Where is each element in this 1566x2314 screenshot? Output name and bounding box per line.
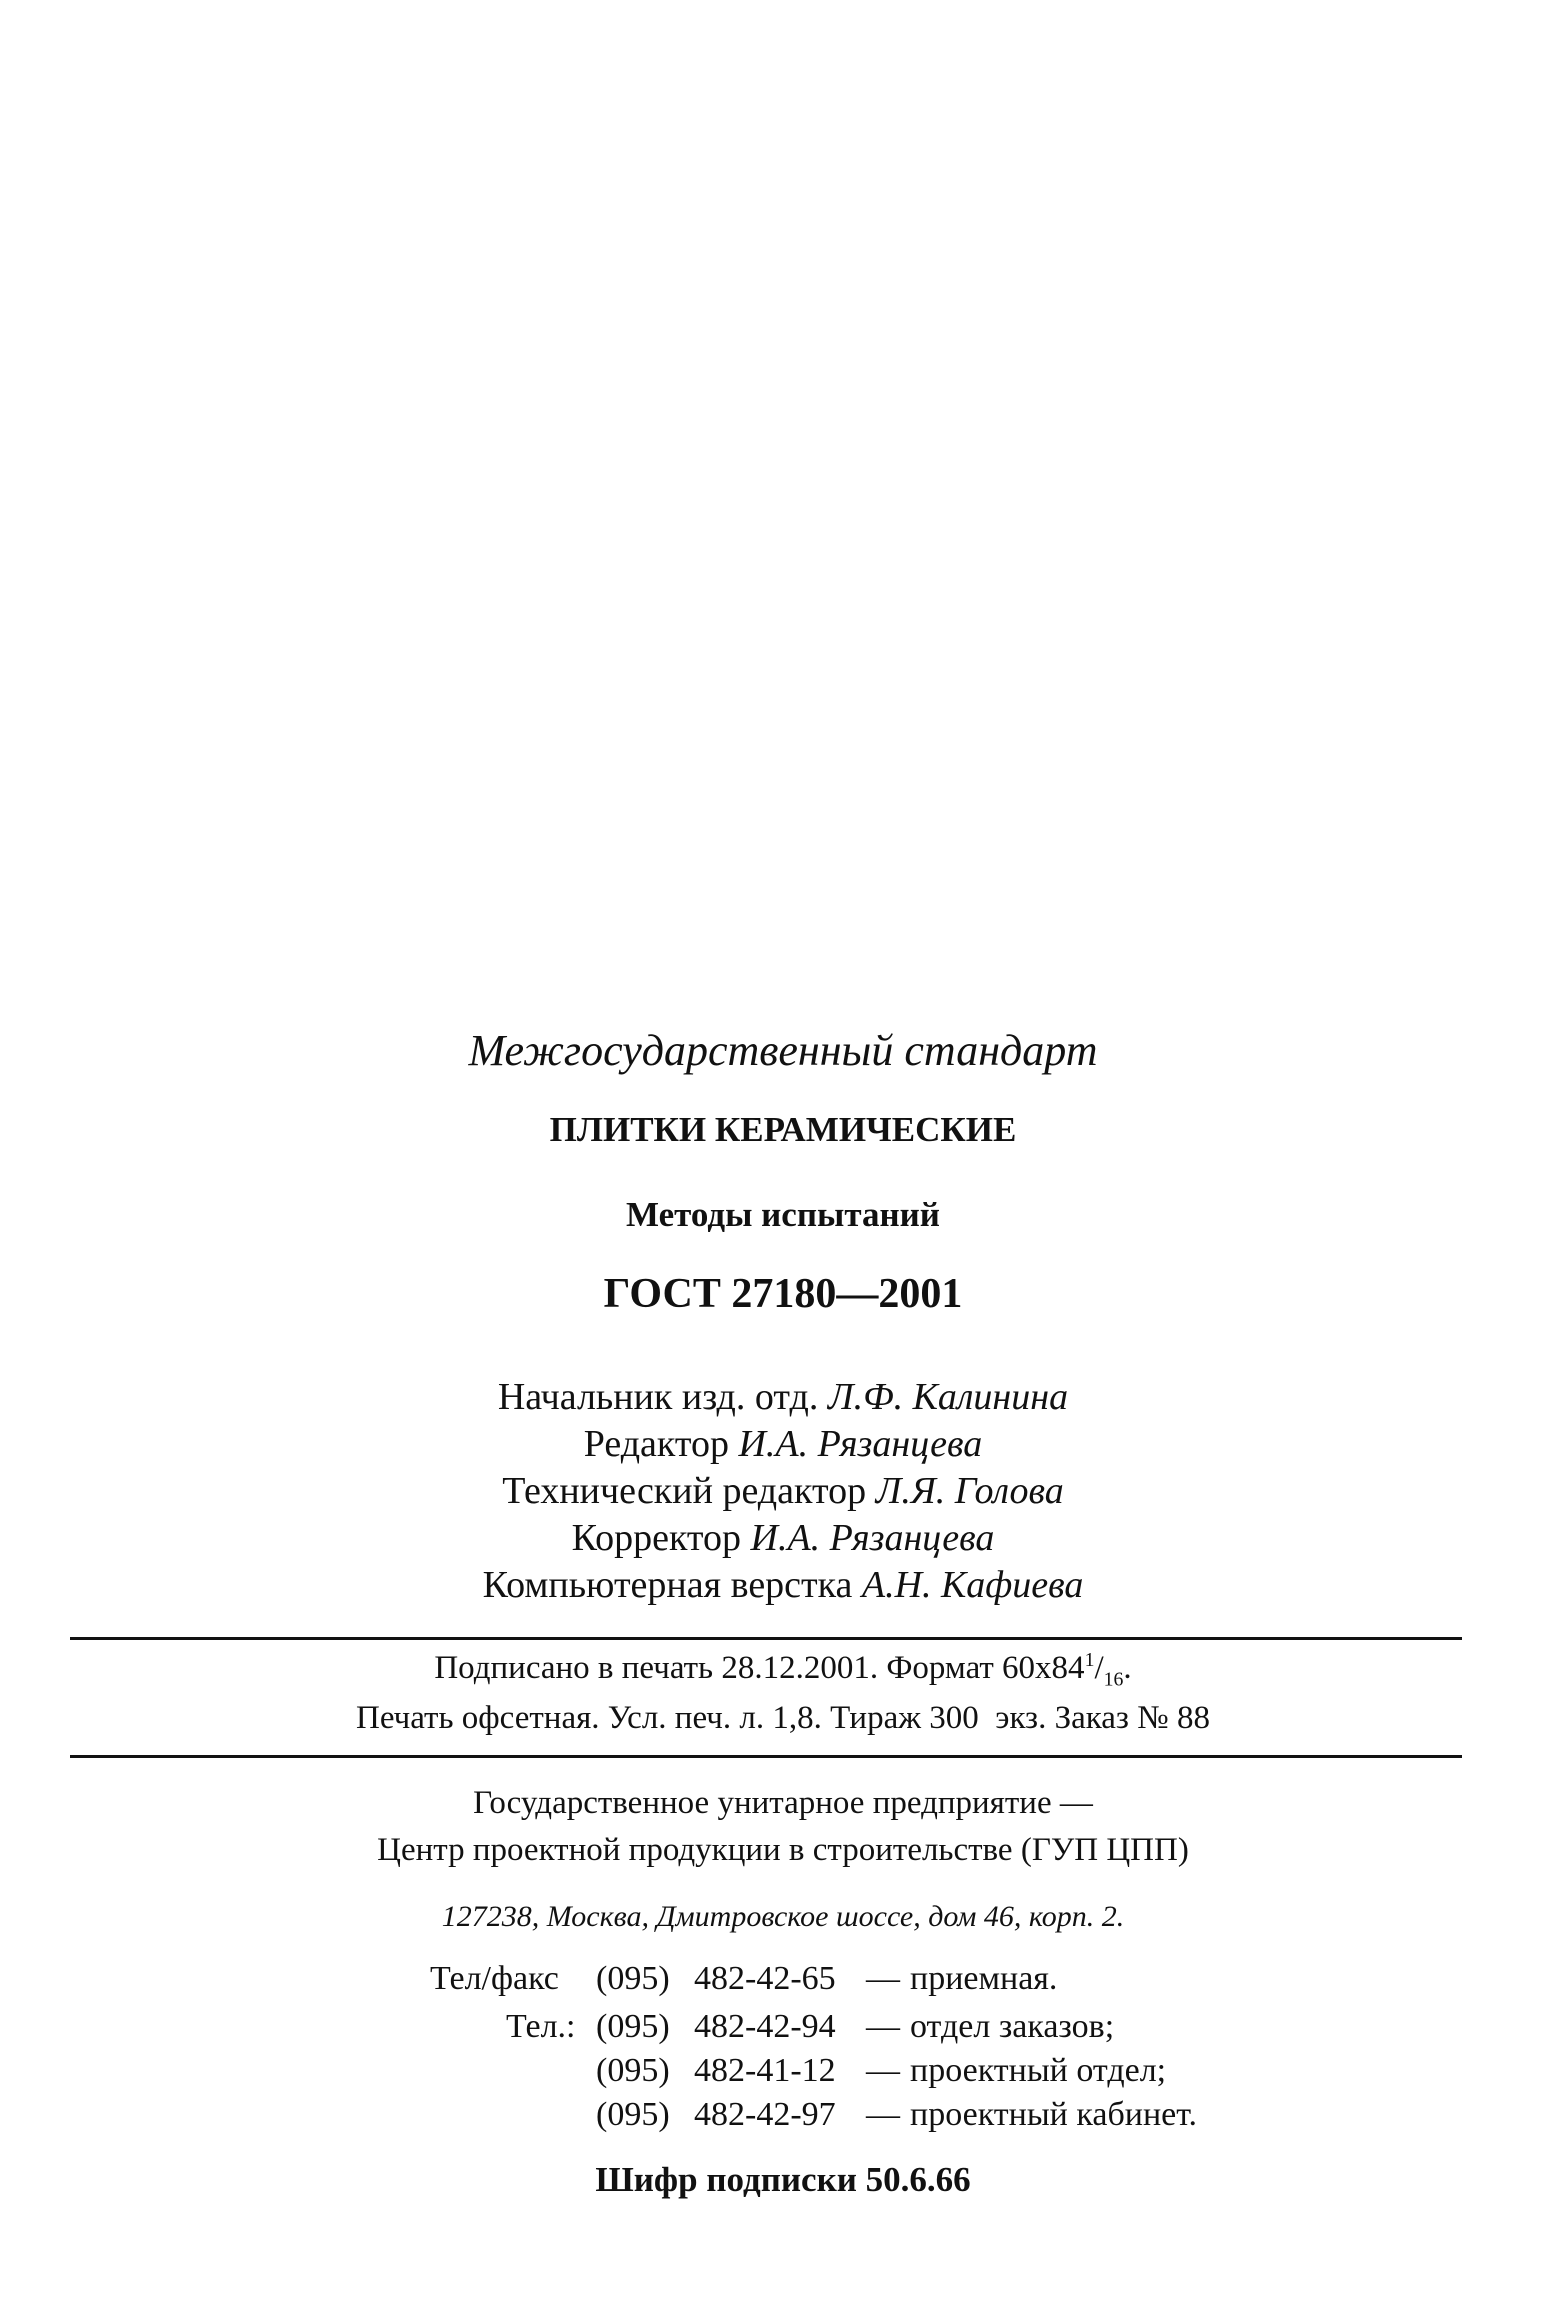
contact-number: 482-42-97 — [694, 2096, 836, 2133]
contact-label: Тел.: — [506, 2008, 576, 2045]
print-info-line-1 — [0, 1649, 1566, 1691]
contact-code: (095) — [596, 2096, 670, 2133]
credit-line — [0, 1563, 1566, 1607]
credit-name: И.А. Рязанцева — [750, 1517, 995, 1559]
format-end: . — [1123, 1650, 1132, 1686]
contact-row — [0, 1960, 1566, 2004]
publisher-line-2: Центр проектной продукции в строительстве (ГУП ЦПП) — [377, 1832, 1189, 1868]
credit-name: И.А. Рязанцева — [738, 1423, 983, 1465]
credit-role: Технический редактор — [502, 1470, 867, 1512]
contact-row — [0, 2096, 1566, 2140]
contact-description: отдел заказов; — [910, 2008, 1115, 2045]
contact-dash: — — [866, 2008, 900, 2045]
print-info-line-2: Печать офсетная. Усл. печ. л. 1,8. Тираж 300 экз. Заказ № 88 — [356, 1700, 1210, 1736]
credit-line — [0, 1422, 1566, 1466]
subscription-code: Шифр подписки 50.6.66 — [595, 2160, 971, 2199]
contact-description: проектный кабинет. — [910, 2096, 1198, 2133]
contact-code: (095) — [596, 2052, 670, 2089]
format-slash: / — [1094, 1650, 1104, 1686]
credit-name: А.Н. Кафиева — [861, 1564, 1084, 1606]
contact-row — [0, 2008, 1566, 2052]
divider-top — [70, 1637, 1462, 1640]
credit-role: Редактор — [583, 1423, 729, 1465]
contact-code: (095) — [596, 2008, 670, 2045]
credit-line — [0, 1375, 1566, 1419]
print-signed-text: Подписано в печать 28.12.2001. Формат 60х84 — [434, 1650, 1085, 1686]
format-numerator: 1 — [1084, 1649, 1095, 1671]
document-subtitle: Методы испытаний — [626, 1195, 940, 1234]
contact-description: приемная. — [910, 1960, 1058, 1997]
credit-name: Л.Ф. Калинина — [827, 1376, 1069, 1418]
format-denominator: 16 — [1103, 1668, 1124, 1691]
contact-description: проектный отдел; — [910, 2052, 1167, 2089]
contact-dash: — — [866, 2052, 900, 2089]
publisher-address: 127238, Москва, Дмитровское шоссе, дом 46, корп. 2. — [441, 1900, 1125, 1933]
document-title: ПЛИТКИ КЕРАМИЧЕСКИЕ — [549, 1110, 1017, 1149]
contact-dash: — — [866, 1960, 900, 1997]
credit-line — [0, 1469, 1566, 1513]
credit-role: Компьютерная верстка — [482, 1564, 853, 1606]
contact-code: (095) — [596, 1960, 670, 1997]
contact-dash: — — [866, 2096, 900, 2133]
contact-number: 482-42-65 — [694, 1960, 836, 1997]
contact-label: Тел/факс — [430, 1960, 559, 1997]
credit-name: Л.Я. Голова — [875, 1470, 1064, 1512]
contact-number: 482-42-94 — [694, 2008, 836, 2045]
credit-role: Корректор — [571, 1517, 742, 1559]
publisher-line-1: Государственное унитарное предприятие — — [473, 1785, 1093, 1821]
divider-bottom — [70, 1755, 1462, 1758]
credit-role: Начальник изд. отд. — [497, 1376, 819, 1418]
credit-line — [0, 1516, 1566, 1560]
contact-number: 482-41-12 — [694, 2052, 836, 2089]
standard-designation: ГОСТ 27180—2001 — [603, 1271, 963, 1317]
contact-row — [0, 2052, 1566, 2096]
standard-series: Межгосударственный стандарт — [468, 1026, 1098, 1075]
